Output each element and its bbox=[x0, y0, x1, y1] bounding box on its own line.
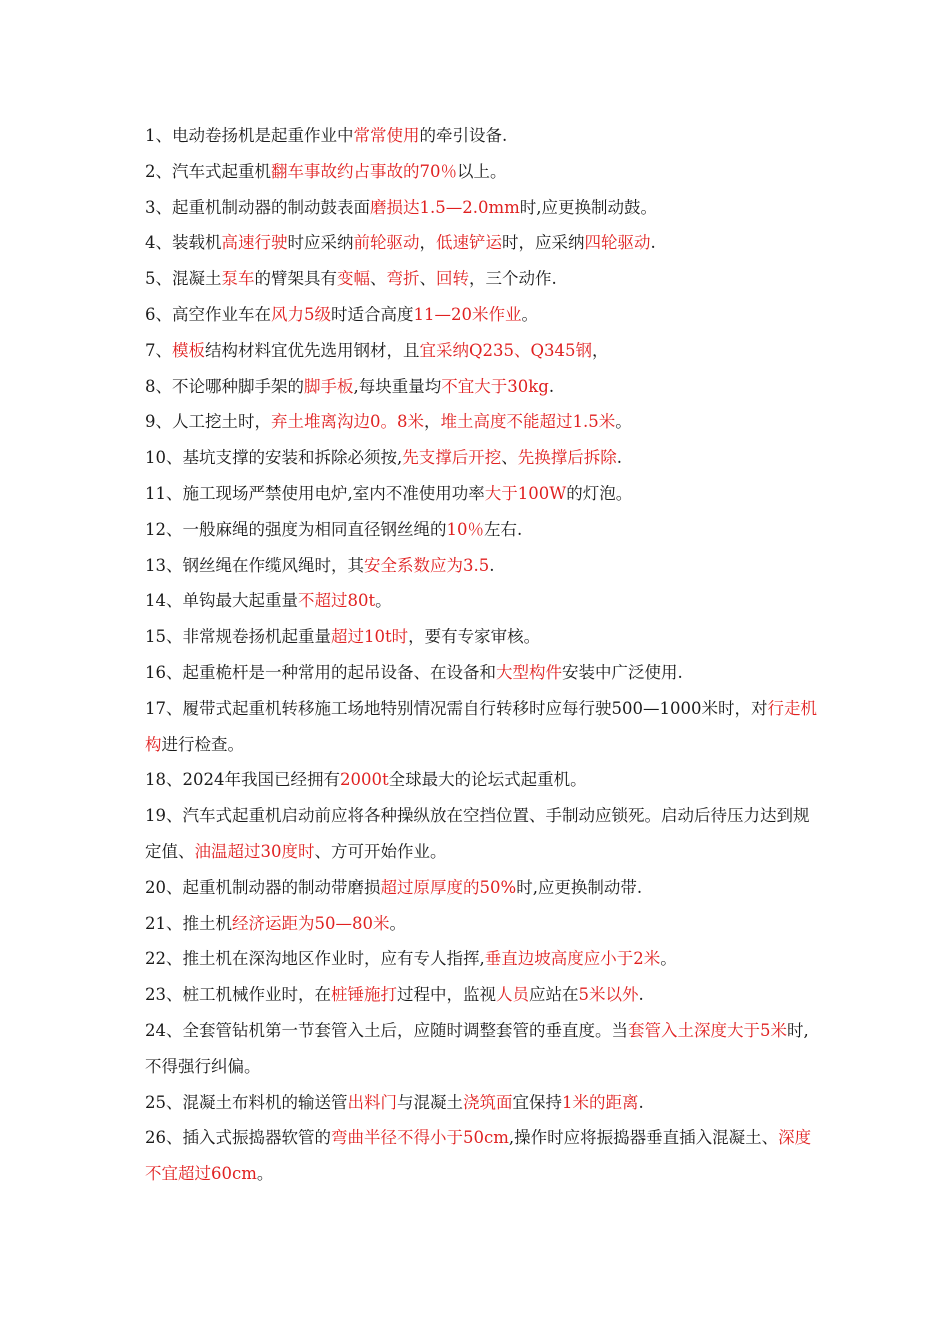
list-item bbox=[145, 476, 825, 512]
list-item bbox=[145, 1013, 825, 1085]
text-segment: 3、起重机制动器的制动鼓表面 bbox=[145, 197, 370, 217]
highlighted-text: 10％ bbox=[446, 519, 484, 539]
text-segment: 进行检查。 bbox=[161, 734, 244, 754]
text-segment: . bbox=[548, 376, 555, 396]
list-item bbox=[145, 369, 825, 405]
highlighted-text: 大于100W bbox=[484, 483, 567, 503]
highlighted-text: 深度不宜超过60cm bbox=[145, 1128, 812, 1184]
list-item bbox=[145, 404, 825, 440]
highlighted-text: 变幅 bbox=[337, 269, 370, 289]
highlighted-text: 高速行驶 bbox=[221, 233, 288, 253]
text-segment: 1、电动卷扬机是起重作业中 bbox=[145, 126, 354, 145]
highlighted-text: 四轮驱动 bbox=[584, 233, 651, 253]
text-segment: 11、施工现场严禁使用电炉,室内不准使用功率 bbox=[145, 483, 485, 503]
text-segment: ，要有专家审核。 bbox=[408, 627, 541, 647]
list-item bbox=[145, 870, 825, 906]
list-item bbox=[145, 154, 825, 190]
highlighted-text: 5米以外 bbox=[578, 985, 639, 1005]
text-segment: 26、插入式振捣器软管的 bbox=[145, 1128, 331, 1148]
text-segment: 过程中，监视 bbox=[397, 985, 496, 1005]
text-segment: 、方可开始作业。 bbox=[314, 841, 447, 861]
text-segment: 2、汽车式起重机 bbox=[145, 161, 271, 181]
highlighted-text: 浇筑面 bbox=[463, 1092, 513, 1112]
text-segment: 。 bbox=[615, 412, 632, 432]
text-segment: 9、人工挖土时， bbox=[145, 412, 271, 432]
text-segment: 宜保持 bbox=[512, 1092, 562, 1112]
highlighted-text: 弯折 bbox=[386, 269, 420, 289]
highlighted-text: 弯曲半径不得小于50cm bbox=[331, 1128, 509, 1148]
highlighted-text: 桩锤施打 bbox=[331, 985, 397, 1005]
text-segment: 。 bbox=[660, 949, 677, 969]
text-segment: 时,应更换制动鼓。 bbox=[519, 197, 658, 217]
highlighted-text: 不超过80t bbox=[298, 591, 376, 611]
list-item bbox=[145, 440, 825, 476]
highlighted-text: 宜采纳Q235、Q345钢 bbox=[419, 340, 593, 360]
highlighted-text: 先支撑后开挖 bbox=[402, 448, 502, 468]
list-item bbox=[145, 977, 825, 1013]
list-item bbox=[145, 225, 825, 261]
text-segment: ，三个动作. bbox=[469, 269, 557, 289]
highlighted-text: 低速铲运 bbox=[436, 233, 502, 253]
list-item bbox=[145, 118, 825, 154]
text-segment: ,操作时应将振捣器垂直插入混凝土、 bbox=[508, 1128, 779, 1148]
text-segment: ， bbox=[419, 233, 436, 253]
list-item bbox=[145, 655, 825, 691]
highlighted-text: 模板 bbox=[172, 340, 205, 360]
text-segment: 以上。 bbox=[457, 161, 507, 181]
text-segment: 16、起重桅杆是一种常用的起吊设备、在设备和 bbox=[145, 662, 496, 682]
list-item bbox=[145, 261, 825, 297]
highlighted-text: 风力5级 bbox=[271, 304, 331, 324]
text-segment: 、 bbox=[501, 448, 518, 468]
highlighted-text: 11—20米作业 bbox=[413, 304, 522, 324]
text-segment: 12、一般麻绳的强度为相同直径钢丝绳的 bbox=[145, 519, 447, 539]
highlighted-text: 脚手板 bbox=[304, 376, 354, 396]
list-item bbox=[145, 941, 825, 977]
text-segment: 、 bbox=[370, 269, 387, 289]
highlighted-text: 2000t bbox=[340, 770, 389, 790]
text-segment: 6、高空作业车在 bbox=[145, 304, 271, 324]
highlighted-text: 超过10t时 bbox=[331, 627, 409, 647]
list-item bbox=[145, 333, 825, 369]
text-segment: 。 bbox=[521, 304, 538, 324]
text-segment: . bbox=[650, 233, 656, 253]
text-segment: 。 bbox=[256, 1164, 274, 1184]
text-segment: . bbox=[638, 985, 644, 1005]
text-segment: 21、推土机 bbox=[145, 913, 232, 933]
text-segment: 。 bbox=[389, 913, 406, 933]
text-segment: ， bbox=[592, 340, 609, 360]
text-segment: 23、桩工机械作业时，在 bbox=[145, 985, 331, 1005]
text-segment: 7、 bbox=[145, 340, 172, 360]
highlighted-text: 油温超过30度时 bbox=[194, 841, 315, 861]
text-segment: 应站在 bbox=[529, 985, 579, 1005]
highlighted-text: 行走机构 bbox=[145, 698, 817, 754]
highlighted-text: 大型构件 bbox=[496, 662, 562, 682]
text-segment: 24、全套管钻机第一节套管入土后，应随时调整套管的垂直度。当 bbox=[145, 1020, 628, 1040]
text-segment: 8、不论哪种脚手架的 bbox=[145, 376, 304, 396]
text-segment: 5、混凝土 bbox=[145, 269, 222, 289]
text-segment: 时,应更换制动带. bbox=[516, 877, 643, 897]
text-segment: 14、单钩最大起重量 bbox=[145, 591, 298, 611]
text-segment: 时应采纳 bbox=[287, 233, 354, 253]
list-item bbox=[145, 297, 825, 333]
highlighted-text: 泵车 bbox=[221, 269, 255, 289]
highlighted-text: 安全系数应为3.5 bbox=[364, 555, 490, 575]
text-segment: 与混凝土 bbox=[397, 1092, 463, 1112]
highlighted-text: 出料门 bbox=[347, 1092, 397, 1112]
highlighted-text: 套管入土深度大于5米 bbox=[628, 1020, 787, 1040]
text-segment: . bbox=[616, 448, 622, 468]
highlighted-text: 超过原厚度的50% bbox=[380, 877, 517, 897]
text-segment: 、 bbox=[419, 269, 436, 289]
highlighted-text: 磨损达1.5—2.0mm bbox=[370, 197, 520, 217]
highlighted-text: 堆土高度不能超过1.5米 bbox=[440, 412, 616, 432]
highlighted-text: 弃土堆离沟边0。8米 bbox=[271, 412, 424, 432]
list-item bbox=[145, 1085, 825, 1121]
text-segment: 。 bbox=[375, 591, 392, 611]
text-segment: 时，应采纳 bbox=[502, 233, 585, 253]
highlighted-text: 前轮驱动 bbox=[353, 233, 420, 253]
highlighted-text: 不宜大于30kg bbox=[441, 376, 549, 396]
highlighted-text: 人员 bbox=[496, 985, 529, 1005]
text-segment: 20、起重机制动器的制动带磨损 bbox=[145, 877, 381, 897]
text-segment: ， bbox=[424, 412, 441, 432]
highlighted-text: 经济运距为50—80米 bbox=[232, 913, 390, 933]
document-body bbox=[145, 118, 825, 1192]
highlighted-text: 回转 bbox=[436, 269, 469, 289]
text-segment: 时适合高度 bbox=[331, 304, 414, 324]
list-item bbox=[145, 512, 825, 548]
text-segment: 13、钢丝绳在作缆风绳时，其 bbox=[145, 555, 364, 575]
text-segment: 18、2024年我国已经拥有 bbox=[145, 770, 340, 790]
text-segment: 19、汽车式起重机启动前应将各种操纵放在空挡位置、手制动应锁死。启动后待压力达到规定值、 bbox=[145, 806, 810, 861]
list-item bbox=[145, 548, 825, 584]
list-item bbox=[145, 691, 825, 763]
list-item bbox=[145, 906, 825, 942]
highlighted-text: 先换撑后拆除 bbox=[517, 448, 617, 468]
text-segment: 时,不得强行纠偏。 bbox=[145, 1020, 809, 1076]
text-segment: 左右. bbox=[484, 519, 523, 539]
highlighted-text: 常常使用 bbox=[353, 126, 420, 145]
list-item bbox=[145, 583, 825, 619]
text-segment: ,每块重量均 bbox=[353, 376, 442, 396]
text-segment: . bbox=[638, 1092, 644, 1112]
list-item bbox=[145, 190, 825, 226]
highlighted-text: 翻车事故约占事故的70％ bbox=[271, 161, 457, 181]
text-segment: 的臂架具有 bbox=[254, 269, 337, 289]
text-segment: . bbox=[489, 555, 495, 575]
text-segment: 结构材料宜优先选用钢材，且 bbox=[205, 340, 420, 360]
list-item bbox=[145, 762, 825, 798]
text-segment: 17、履带式起重机转移施工场地特别情况需自行转移时应每行驶500—1000米时，对 bbox=[145, 698, 768, 718]
text-segment: 4、装载机 bbox=[145, 233, 222, 253]
list-item bbox=[145, 798, 825, 870]
text-segment: 22、推土机在深沟地区作业时，应有专人指挥, bbox=[145, 949, 485, 969]
text-segment: 全球最大的论坛式起重机。 bbox=[388, 770, 587, 790]
text-segment: 25、混凝土布料机的输送管 bbox=[145, 1092, 348, 1112]
text-segment: 10、基坑支撑的安装和拆除必须按, bbox=[145, 448, 403, 468]
list-item bbox=[145, 619, 825, 655]
list-item bbox=[145, 1120, 825, 1192]
highlighted-text: 1米的距离 bbox=[562, 1092, 639, 1112]
text-segment: 的灯泡。 bbox=[566, 483, 633, 503]
text-segment: 的牵引设备. bbox=[419, 126, 508, 145]
text-segment: 15、非常规卷扬机起重量 bbox=[145, 627, 331, 647]
highlighted-text: 垂直边坡高度应小于2米 bbox=[484, 949, 661, 969]
text-segment: 安装中广泛使用. bbox=[562, 662, 683, 682]
